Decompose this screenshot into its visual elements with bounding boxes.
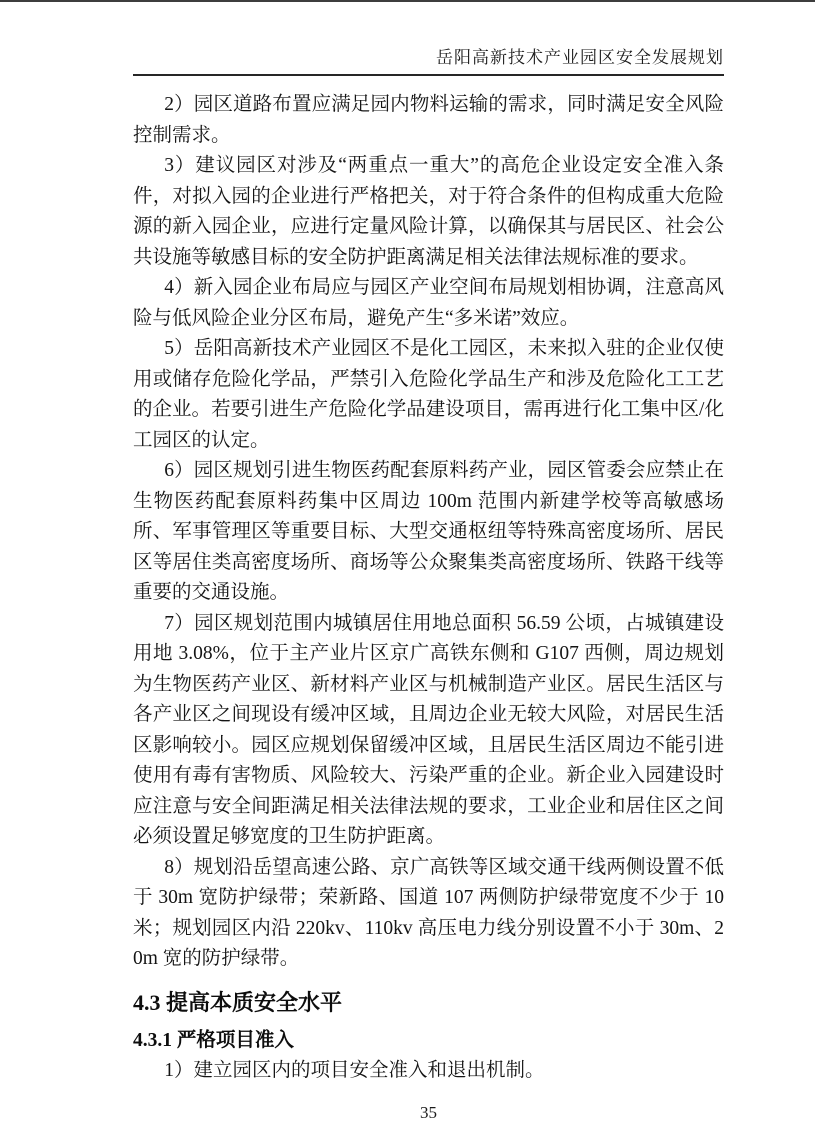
body-text [133,90,724,1123]
paragraph-5: 5）岳阳高新技术产业园区不是化工园区，未来拟入驻的企业仅使用或储存危险化学品，严禁引入危险化学品生产和涉及危险化工工艺的企业。若要引进生产危险化学品建设项目，需再进行化工集中区/化工园区的认定。 [133,338,724,451]
scan-edge-line [0,0,815,2]
paragraph-3: 3）建议园区对涉及“两重点一重大”的高危企业设定安全准入条件，对拟入园的企业进行严格把关，对于符合条件的但构成重大危险源的新入园企业，应进行定量风险计算，以确保其与居民区、社会公共设施等敏感目标的安全防护距离满足相关法律法规标准的要求。 [133,155,724,268]
paragraph-6: 6）园区规划引进生物医药配套原料药产业，园区管委会应禁止在生物医药配套原料药集中区周边 100m 范围内新建学校等高敏感场所、军事管理区等重要目标、大型交通枢纽等特殊高密度场所、居民区等居住类高密度场所、商场等公众聚集类高密度场所、铁路干线等重要的交通设施。 [133,460,724,603]
page-content [133,47,724,1123]
paragraph-8: 8）规划沿岳望高速公路、京广高铁等区域交通干线两侧设置不低于 30m 宽防护绿带；荣新路、国道 107 两侧防护绿带宽度不少于 10 米；规划园区内沿 220kv、110kv 高压电力线分别设置不小于 30m、20m 宽的防护绿带。 [133,856,724,969]
paragraph-4-3-1-item-1: 1）建立园区内的项目安全准入和退出机制。 [164,1059,545,1081]
page-number: 35 [420,1103,437,1122]
subsection-heading-4-3-1: 4.3.1 严格项目准入 [133,1029,294,1051]
paragraph-7: 7）园区规划范围内城镇居住用地总面积 56.59 公顷，占城镇建设用地 3.08%，位于主产业片区京广高铁东侧和 G107 西侧，周边规划为生物医药产业区、新材料产业区与机械制造产业区。居民生活区与各产业区之间现设有缓冲区域，且周边企业无较大风险，对居民生活区影响较小。园区应规划保留缓冲区域，且居民生活区周边不能引进使用有毒有害物质、风险较大、污染严重的企业。新企业入园建设时应注意与安全间距满足相关法律法规的要求，工业企业和居住区之间必须设置足够宽度的卫生防护距离。 [133,612,724,847]
paragraph-2: 2）园区道路布置应满足园内物料运输的需求，同时满足安全风险控制需求。 [133,94,724,146]
running-header-title: 岳阳高新技术产业园区安全发展规划 [133,47,724,76]
paragraph-4: 4）新入园企业布局应与园区产业空间布局规划相协调，注意高风险与低风险企业分区布局，避免产生“多米诺”效应。 [133,277,724,329]
section-heading-4-3: 4.3 提高本质安全水平 [133,989,343,1015]
